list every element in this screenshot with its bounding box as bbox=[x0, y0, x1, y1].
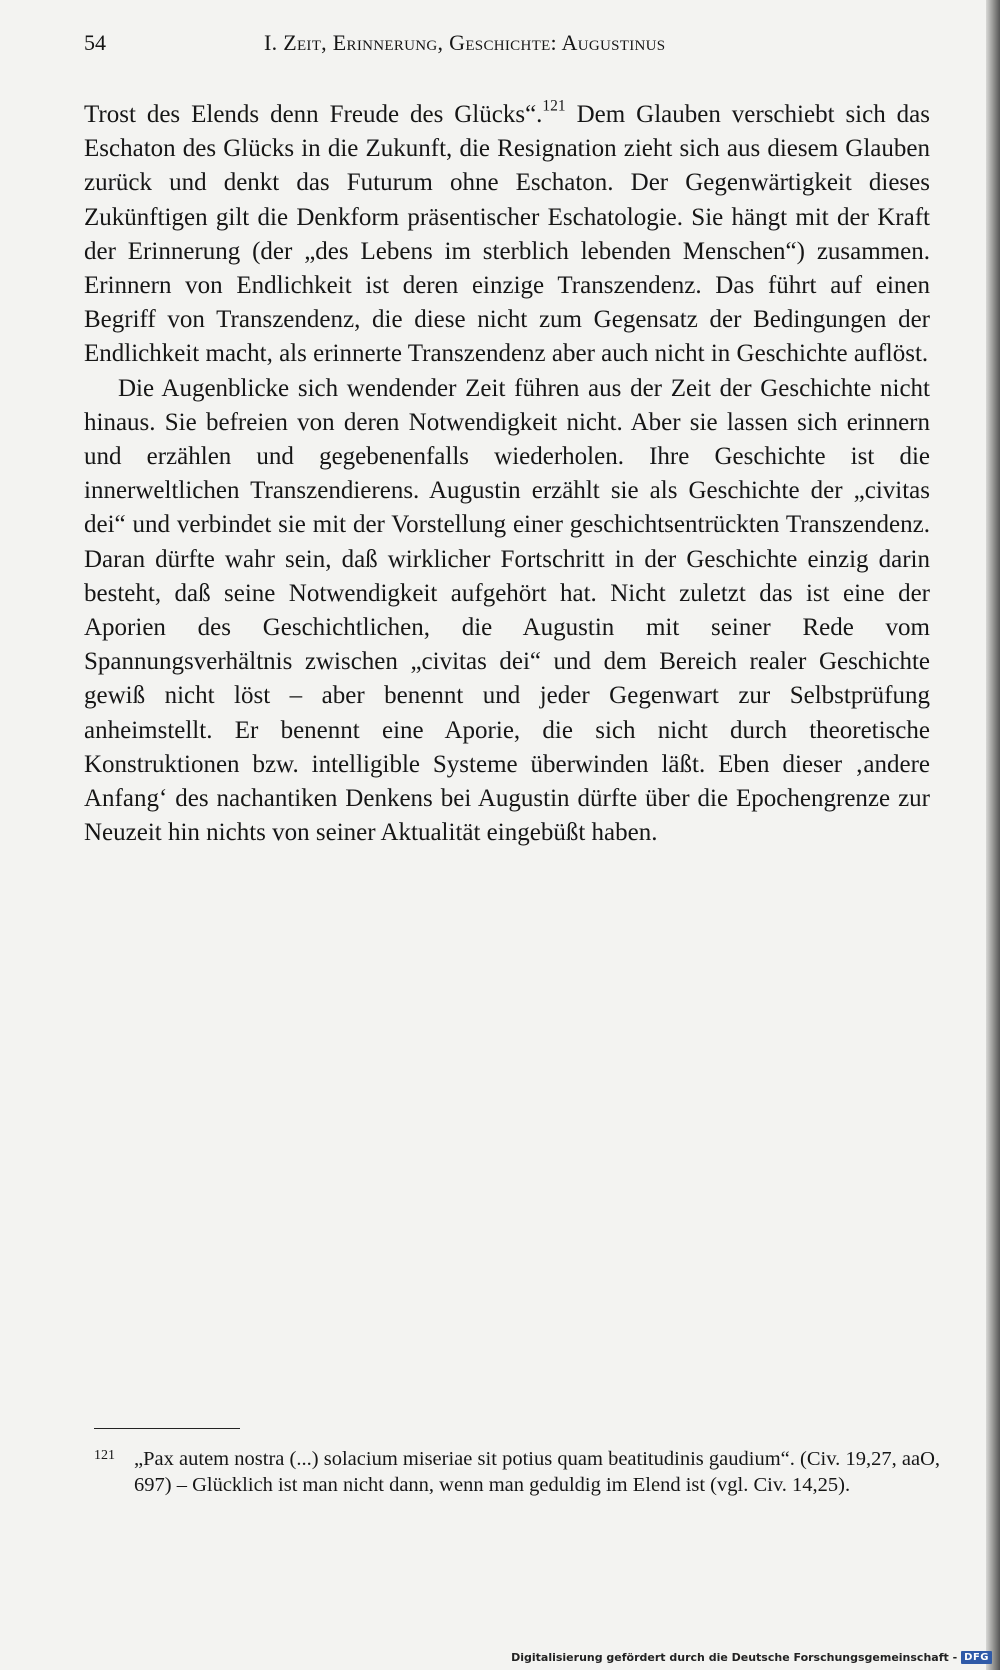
footnote-reference[interactable]: 121 bbox=[542, 97, 566, 115]
paragraph-text: Trost des Elends denn Freude des Glücks“. bbox=[84, 101, 543, 128]
digitization-credit bbox=[511, 1651, 992, 1664]
paragraph bbox=[84, 98, 930, 372]
footnote-divider bbox=[94, 1428, 240, 1429]
footnote-text: „Pax autem nostra (...) solacium miseriae sit potius quam beatitudinis gaudium“. (Civ. 19,27, aaO, 697) – Glücklich ist man nicht dann, wenn man geduldig im Elend ist (vgl. Civ. 14,25). bbox=[134, 1448, 940, 1496]
body-text bbox=[84, 98, 930, 850]
page-header bbox=[84, 30, 940, 64]
page-edge-shadow bbox=[986, 0, 1000, 1670]
dfg-logo[interactable]: DFG bbox=[961, 1651, 992, 1664]
paragraph-text: Die Augenblicke sich wendender Zeit führen aus der Zeit der Geschichte nicht hinaus. Sie befreien von deren Notwendigkeit nicht. Aber sie lassen sich erinnern und erzählen und gegebenenfalls wiederholen. Ihre Geschichte ist die innerweltlichen Transzendierens. Augustin erzählt sie als Geschichte der „civitas dei“ und verbindet sie mit der Vorstellung einer geschichtsentrückten Transzendenz. Daran dürfte wahr sein, daß wirklicher Fortschritt in der Geschichte einzig darin besteht, daß seine Notwendigkeit aufgehört hat. Nicht zuletzt das ist eine der Aporien des Geschichtlichen, die Augustin mit seiner Rede vom Spannungsverhältnis zwischen „civitas dei“ und dem Bereich realer Geschichte gewiß nicht löst – aber benennt und jeder Gegenwart zur Selbstprüfung anheimstellt. Er benennt eine Aporie, die sich nicht durch theoretische Konstruktionen bzw. intelligible Systeme überwinden läßt. Eben dieser ‚andere Anfang‘ des nachantiken Denkens bei Augustin dürfte über die Epochengrenze zur Neuzeit hin nichts von seiner Aktualität eingebüßt haben. bbox=[84, 374, 930, 847]
page-number: 54 bbox=[84, 30, 106, 55]
running-head: I. Zeit, Erinnerung, Geschichte: Augustinus bbox=[264, 30, 666, 55]
footnote-number: 121 bbox=[94, 1448, 115, 1463]
credit-text: Digitalisierung gefördert durch die Deutsche Forschungsgemeinschaft - bbox=[511, 1651, 958, 1664]
paragraph-text: Dem Glauben verschiebt sich das Eschaton des Glücks in die Zukunft, die Resignation zieht sich aus diesem Glauben zurück und denkt das Futurum ohne Eschaton. Der Gegenwärtigkeit dieses Zukünftigen gilt die Denkform präsentischer Eschatologie. Sie hängt mit der Kraft der Erinnerung (der „des Lebens im sterblich lebenden Menschen“) zusammen. Erinnern von Endlichkeit ist deren einzige Transzendenz. Das führt auf einen Begriff von Transzendenz, die diese nicht zum Gegensatz der Bedingungen der Endlichkeit macht, als erinnerte Transzendenz aber auch nicht in Geschichte auflöst. bbox=[84, 101, 930, 368]
paragraph bbox=[84, 372, 930, 851]
footnote bbox=[94, 1446, 940, 1498]
